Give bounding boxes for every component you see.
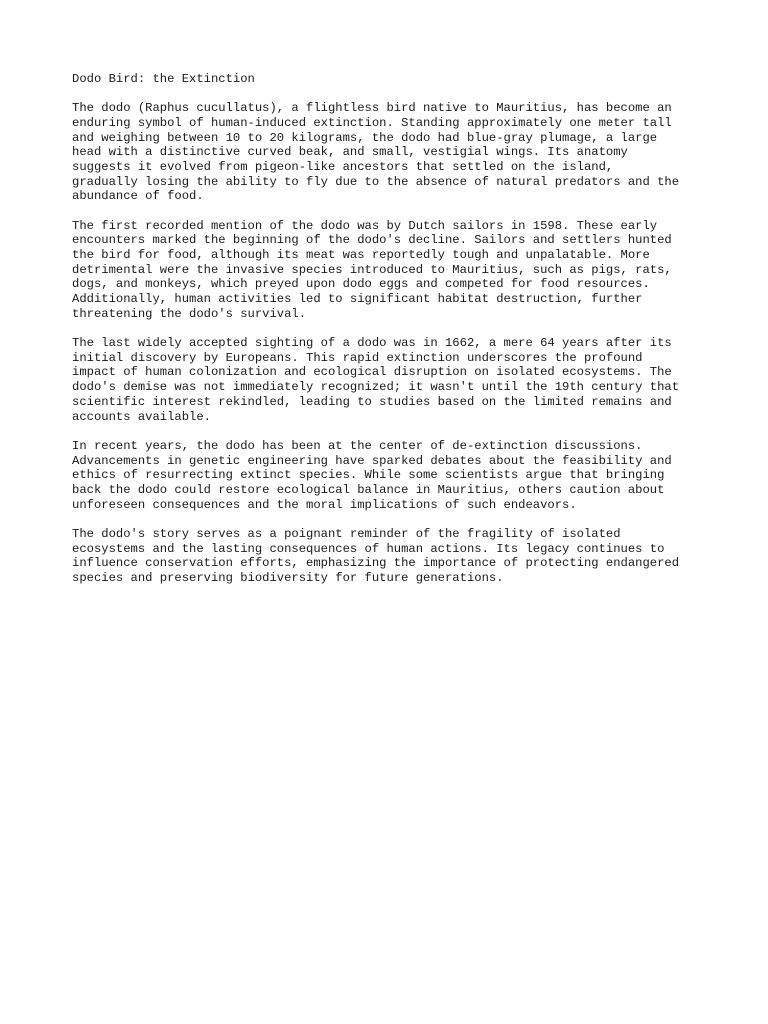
- document-body: [72, 101, 712, 585]
- paragraph: [72, 527, 712, 586]
- text-line: gradually losing the ability to fly due to the absence of natural predators and the: [72, 174, 680, 189]
- text-line: The dodo (Raphus cucullatus), a flightless bird native to Mauritius, has become an: [72, 101, 672, 116]
- document-page: [72, 72, 712, 600]
- text-line: ecosystems and the lasting consequences of human actions. Its legacy continues to: [72, 541, 665, 556]
- text-line: The last widely accepted sighting of a dodo was in 1662, a mere 64 years after its: [72, 336, 672, 351]
- text-line: The first recorded mention of the dodo was by Dutch sailors in 1598. These early: [72, 218, 658, 233]
- text-line: and weighing between 10 to 20 kilograms, the dodo had blue-gray plumage, a large: [72, 130, 658, 145]
- text-line: unforeseen consequences and the moral implications of such endeavors.: [72, 497, 577, 512]
- text-line: the bird for food, although its meat was reportedly tough and unpalatable. More: [72, 248, 650, 263]
- paragraph: [72, 336, 712, 424]
- text-line: Additionally, human activities led to significant habitat destruction, further: [72, 292, 643, 307]
- text-line: initial discovery by Europeans. This rapid extinction underscores the profound: [72, 350, 643, 365]
- text-line: encounters marked the beginning of the dodo's decline. Sailors and settlers hunted: [72, 233, 672, 248]
- text-line: Advancements in genetic engineering have sparked debates about the feasibility and: [72, 453, 672, 468]
- text-line: enduring symbol of human-induced extinction. Standing approximately one meter tall: [72, 115, 672, 130]
- text-line: back the dodo could restore ecological balance in Mauritius, others caution about: [72, 482, 665, 497]
- text-line: detrimental were the invasive species introduced to Mauritius, such as pigs, rats,: [72, 262, 672, 277]
- paragraph: [72, 101, 712, 204]
- text-line: abundance of food.: [72, 189, 204, 204]
- paragraph: [72, 439, 712, 512]
- document-title: Dodo Bird: the Extinction: [72, 72, 255, 86]
- text-line: accounts available.: [72, 409, 211, 424]
- text-line: dodo's demise was not immediately recognized; it wasn't until the 19th century that: [72, 380, 680, 395]
- text-line: suggests it evolved from pigeon-like ancestors that settled on the island,: [72, 160, 614, 175]
- text-line: The dodo's story serves as a poignant reminder of the fragility of isolated: [72, 526, 621, 541]
- paragraph: [72, 219, 712, 322]
- text-line: scientific interest rekindled, leading to studies based on the limited remains and: [72, 394, 672, 409]
- text-line: species and preserving biodiversity for future generations.: [72, 570, 504, 585]
- text-line: dogs, and monkeys, which preyed upon dodo eggs and competed for food resources.: [72, 277, 650, 292]
- text-line: influence conservation efforts, emphasizing the importance of protecting endangered: [72, 556, 680, 571]
- text-line: head with a distinctive curved beak, and small, vestigial wings. Its anatomy: [72, 145, 628, 160]
- text-line: impact of human colonization and ecological disruption on isolated ecosystems. The: [72, 365, 672, 380]
- text-line: ethics of resurrecting extinct species. While some scientists argue that bringing: [72, 468, 665, 483]
- text-line: In recent years, the dodo has been at the center of de-extinction discussions.: [72, 438, 643, 453]
- text-line: threatening the dodo's survival.: [72, 306, 307, 321]
